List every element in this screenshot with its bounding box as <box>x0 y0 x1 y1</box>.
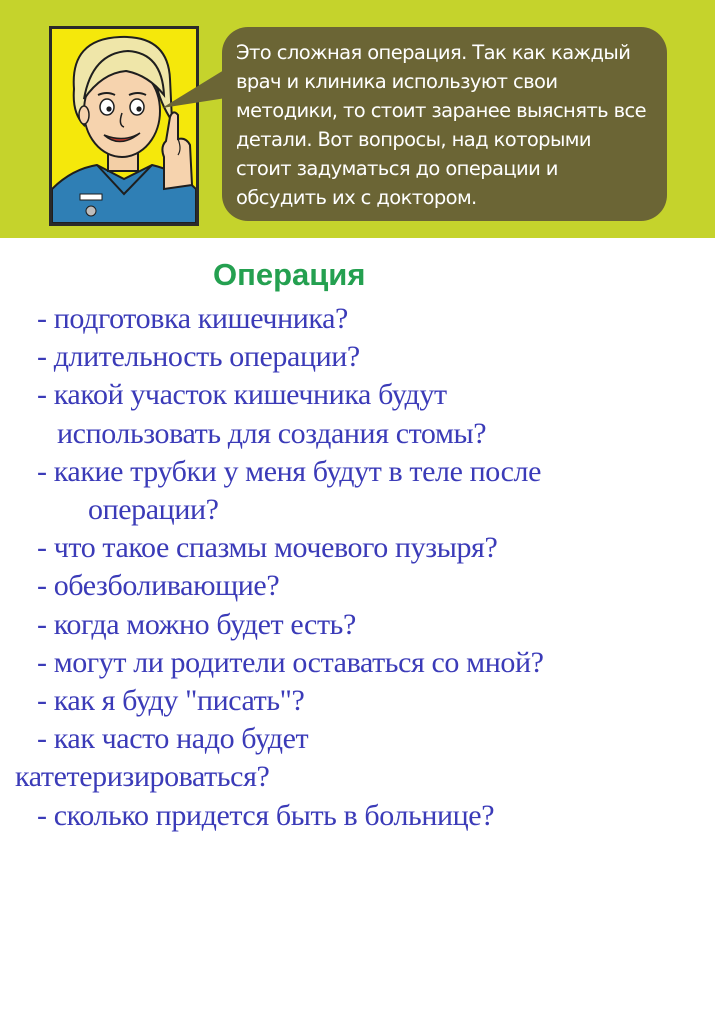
list-item: - как часто надо будет <box>37 722 309 756</box>
list-item: - как я буду "писать"? <box>37 684 305 718</box>
questions-list <box>0 300 715 835</box>
list-item: - могут ли родители оставаться со мной? <box>37 645 544 679</box>
list-item: - обезболивающие? <box>37 569 280 603</box>
list-item: использовать для создания стомы? <box>57 416 487 450</box>
list-item: - какие трубки у меня будут в теле после <box>37 454 541 488</box>
list-item: - длительность операции? <box>37 340 360 374</box>
list-item: операции? <box>88 493 219 527</box>
speech-bubble-tail-icon <box>160 60 230 120</box>
list-item: - подготовка кишечника? <box>37 302 348 335</box>
list-item: - какой участок кишечника будут <box>37 378 447 412</box>
list-item: катетеризироваться? <box>15 760 270 794</box>
list-item: - что такое спазмы мочевого пузыря? <box>37 531 498 565</box>
speech-bubble-text: Это сложная операция. Так как каждый врач и клиника используют свои методики, то стоит заранее выяснять все детали. Вот вопросы, над которыми стоит задуматься до операции и обсудить их с доктором. <box>236 41 646 209</box>
list-item: - когда можно будет есть? <box>37 607 356 641</box>
list-item: - сколько придется быть в больнице? <box>37 798 495 832</box>
section-title: Операция <box>213 257 366 292</box>
speech-bubble <box>222 27 667 221</box>
nurse-illustration-icon <box>49 26 199 226</box>
